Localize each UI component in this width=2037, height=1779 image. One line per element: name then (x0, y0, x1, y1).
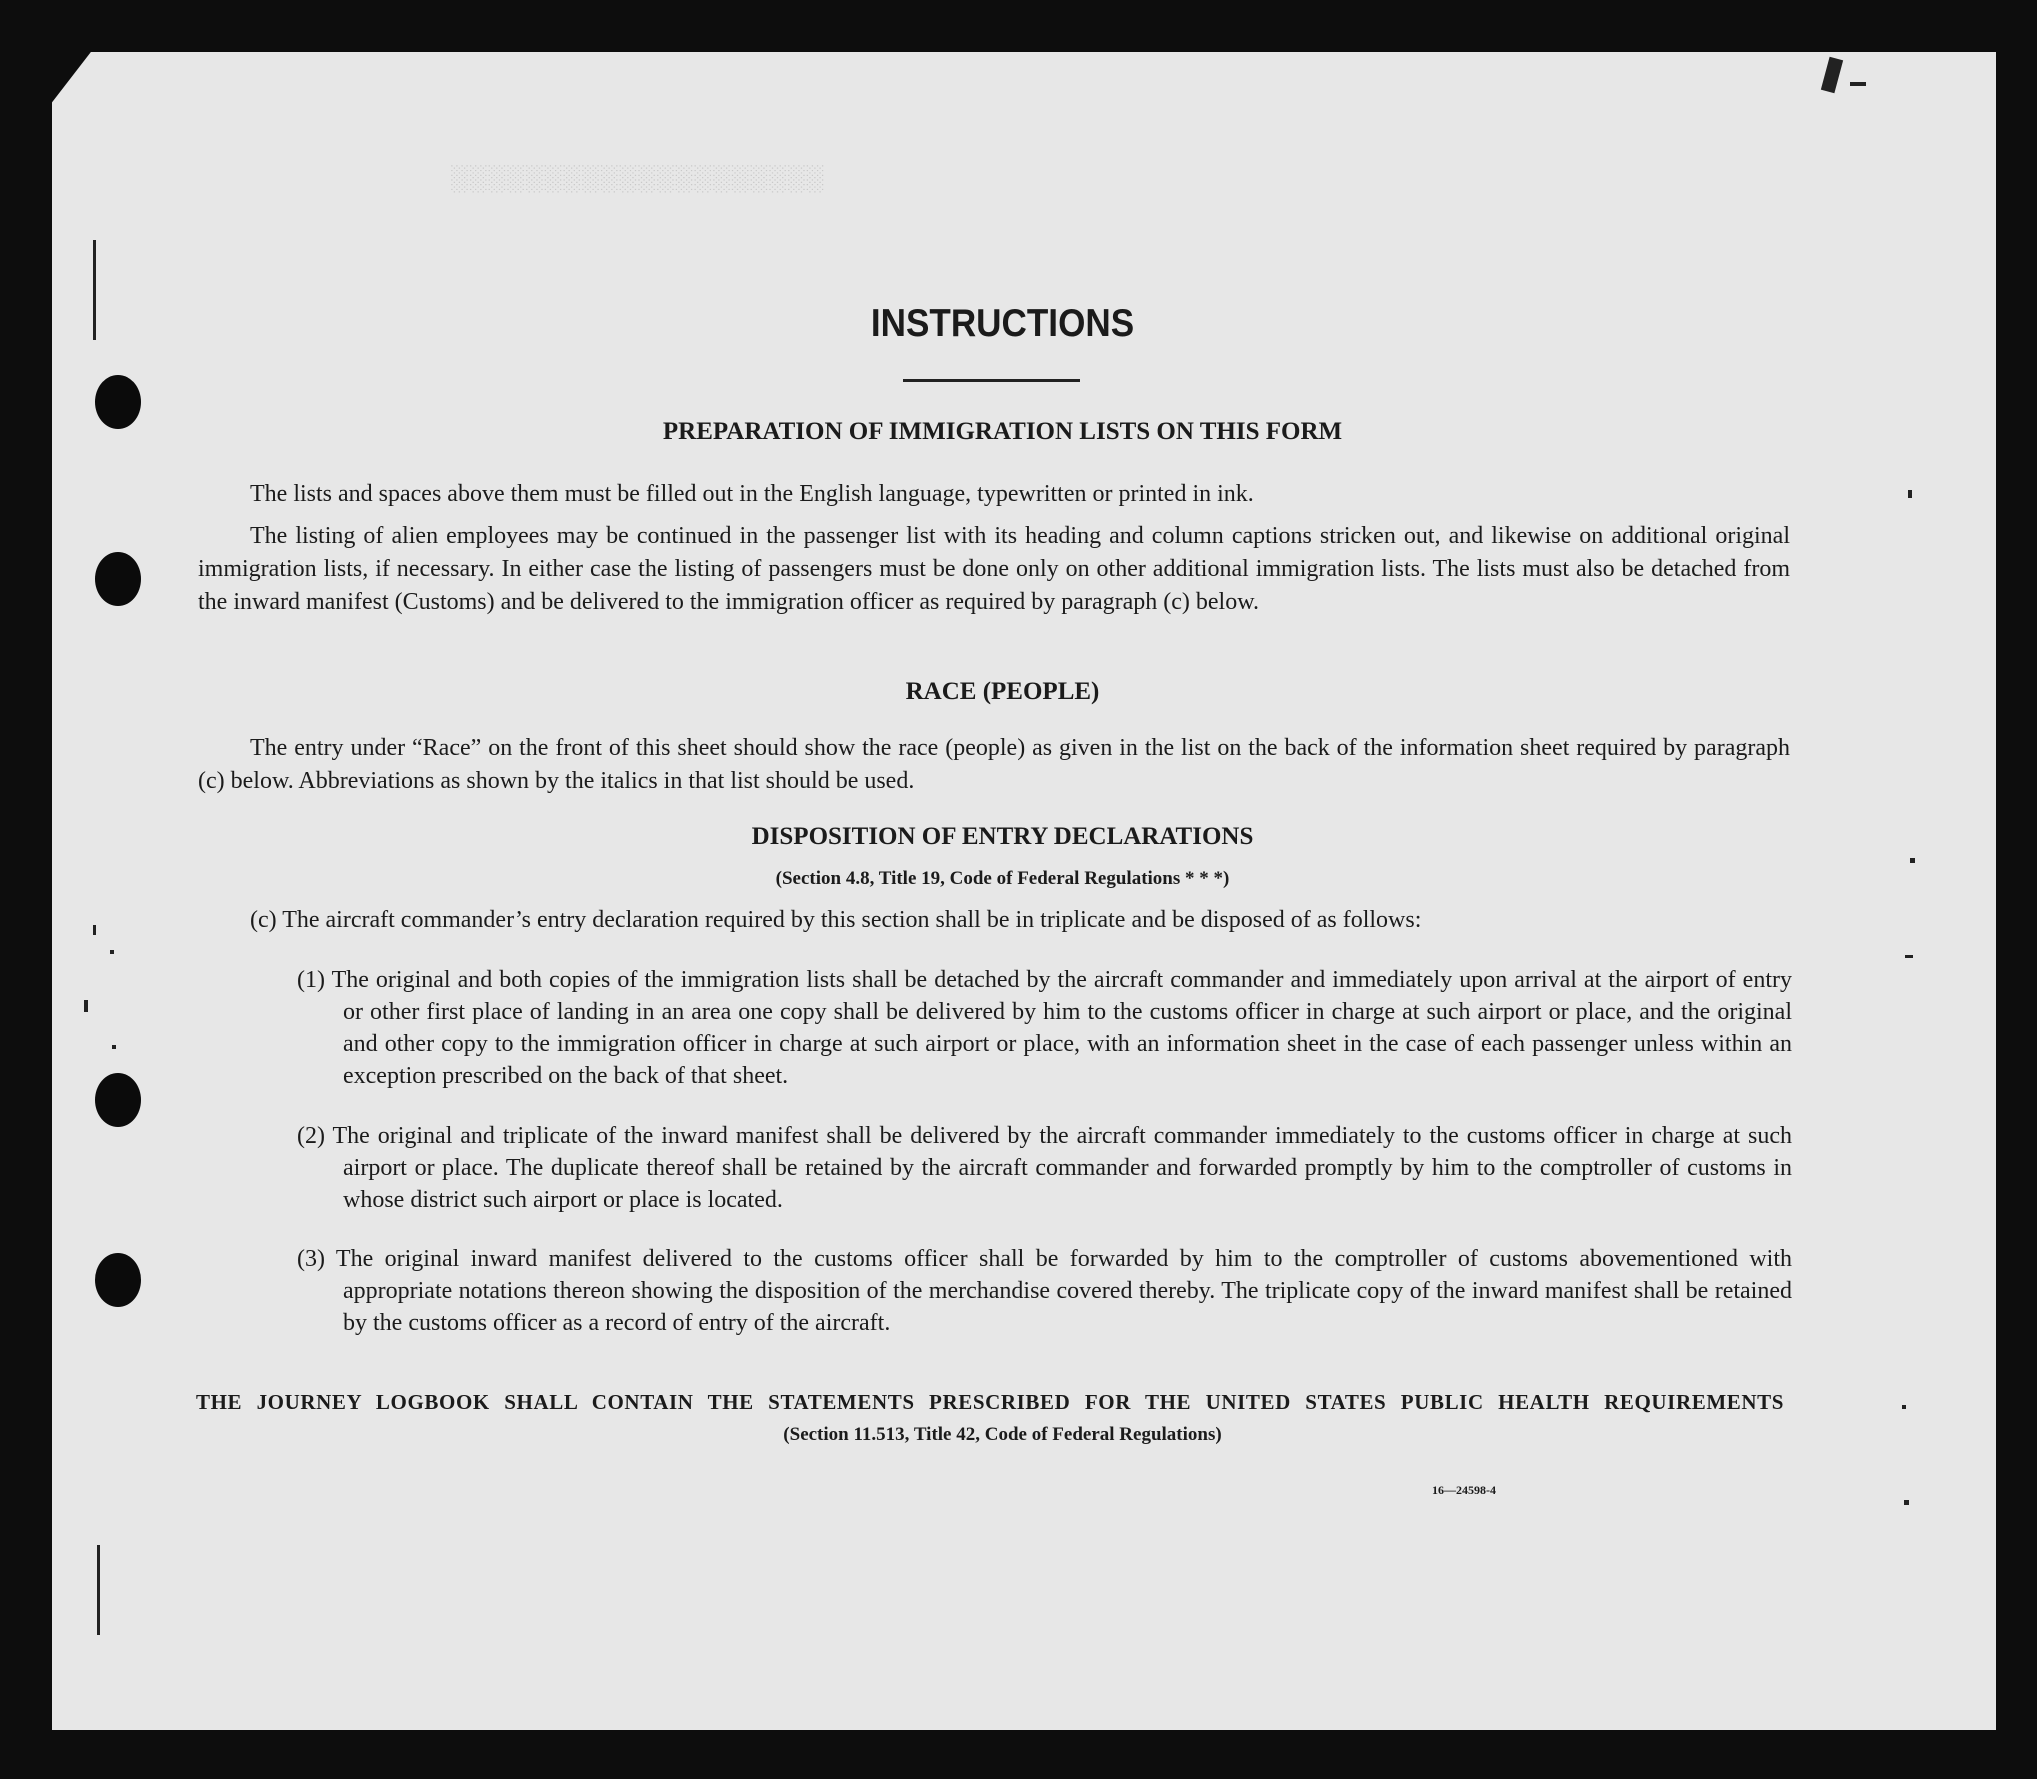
paragraph-preparation-2: The listing of alien employees may be continued in the passenger list with its heading and column captions stricken out, and likewise on additional original immigration lists, if necessary. In either case the listing of passengers must be done only on other additional immigration lists. The lists must also be detached from the inward manifest (Customs) and be delivered to the immigration officer as required by paragraph (c) below. (198, 523, 1790, 615)
footer-requirements-line: THE JOURNEY LOGBOOK SHALL CONTAIN THE STATEMENTS PRESCRIBED FOR THE UNITED STATES PUBLIC HEALTH REQUIREMENTS (196, 1390, 1784, 1414)
footer-citation: (Section 11.513, Title 42, Code of Federal Regulations) (783, 1424, 1222, 1445)
subheading-disposition-citation: (Section 4.8, Title 19, Code of Federal Regulations * * *) (775, 868, 1230, 889)
paragraph-preparation-1: The lists and spaces above them must be filled out in the English language, typewritten or printed in ink. (250, 481, 1254, 507)
form-number: 16—24598-4 (1432, 1483, 1496, 1497)
heading-preparation: PREPARATION OF IMMIGRATION LISTS ON THIS FORM (662, 418, 1343, 445)
paragraph-disposition-intro: (c) The aircraft commander’s entry declaration required by this section shall be in triplicate and be disposed of as follows: (250, 907, 1422, 933)
list-item-1: (1) The original and both copies of the immigration lists shall be detached by the aircraft commander and immediately upon arrival at the airport of entry or other first place of landing in an area one copy shall be delivered by him to the customs officer in charge at such airport or place, and the original and other copy to the immigration officer in charge at such airport or place, with an information sheet in the case of each passenger unless within an exception prescribed on the back of that sheet. (297, 967, 1792, 1089)
heading-race: RACE (PEOPLE) (905, 678, 1100, 705)
page-title: INSTRUCTIONS (870, 302, 1135, 345)
heading-disposition: DISPOSITION OF ENTRY DECLARATIONS (751, 823, 1254, 850)
title-underline (903, 379, 1080, 382)
paragraph-race: The entry under “Race” on the front of this sheet should show the race (people) as given in the list on the back of the information sheet required by paragraph (c) below. Abbreviations as shown by the italics in that list should be used. (198, 735, 1790, 794)
list-item-2: (2) The original and triplicate of the inward manifest shall be delivered by the aircraft commander immediately to the customs officer in charge at such airport or place. The duplicate thereof shall be retained by the aircraft commander and forwarded promptly by him to the comptroller of customs in whose district such airport or place is located. (297, 1123, 1792, 1213)
list-item-3: (3) The original inward manifest delivered to the customs officer shall be forwarded by him to the comptroller of customs abovementioned with appropriate notations thereon showing the disposition of the merchandise covered thereby. The triplicate copy of the inward manifest shall be retained by the customs officer as a record of entry of the aircraft. (297, 1246, 1792, 1336)
bleed-through-text: ░░░░░░░░░░░░░░░░░░░░ (450, 165, 825, 192)
